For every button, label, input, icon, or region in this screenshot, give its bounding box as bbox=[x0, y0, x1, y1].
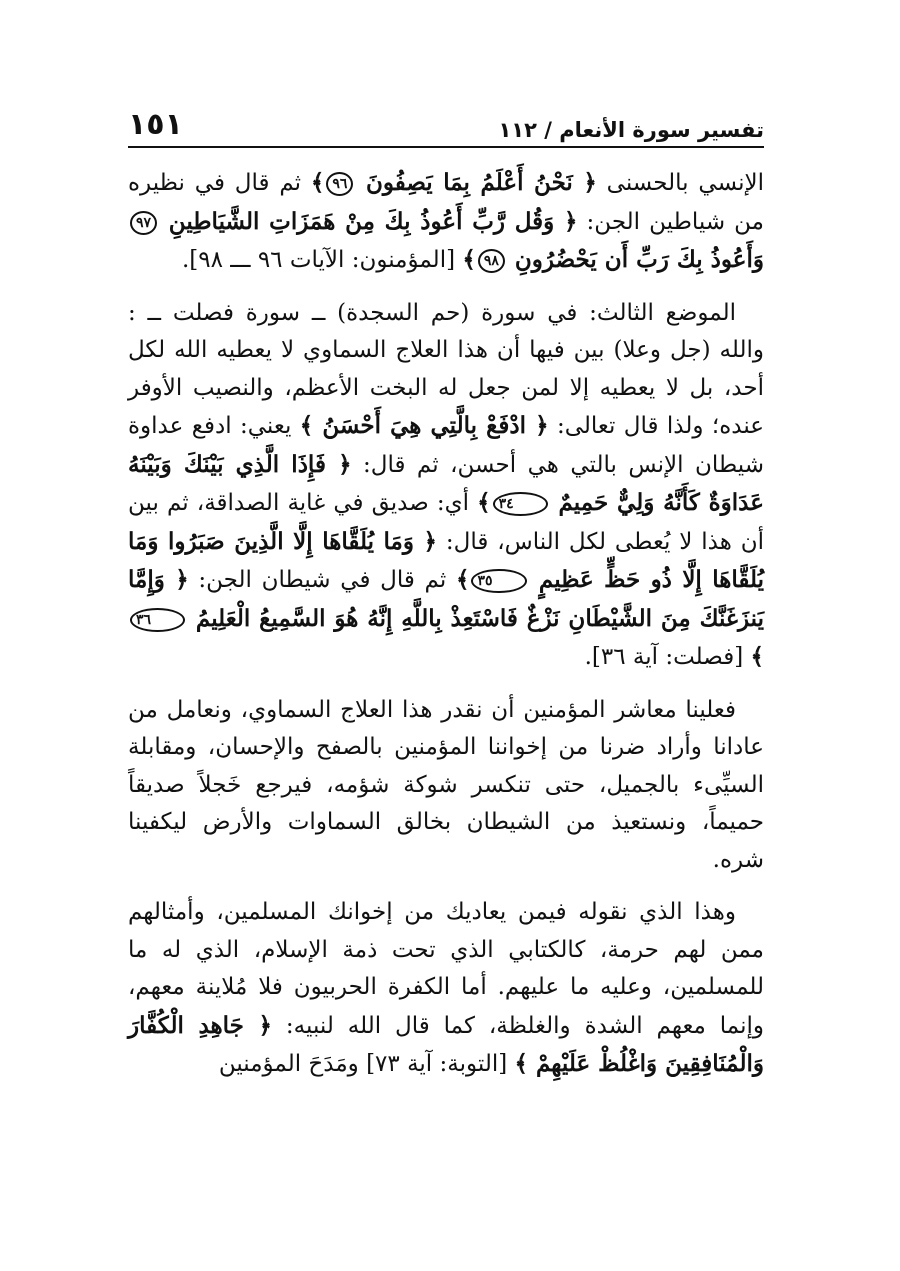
quran-bracket: ﴾ bbox=[310, 169, 325, 196]
quran-verse: ﴿ ادْفَعْ بِالَّتِي هِيَ أَحْسَنُ ﴾ bbox=[299, 412, 549, 439]
quran-verse: ﴿ نَحْنُ أَعْلَمُ بِمَا يَصِفُونَ bbox=[355, 169, 597, 196]
paragraph-3: فعلينا معاشر المؤمنين أن نقدر هذا العلاج السماوي، ونعامل من عادانا وأراد ضرنا من إخواننا المؤمنين بالصفح والإحسان، ومقابلة السيِّىء بالجميل، حتى تنكسر شوكة شؤمه، فيرجع خَجلاً صديقاً حميماً، ونستعيذ من الشيطان بخالق السماوات والأرض ليكفينا شره. bbox=[128, 696, 764, 873]
quran-verse: ﴿ جَاهِدِ الْكُفَّارَ وَالْمُنَافِقِينَ وَاغْلُظْ عَلَيْهِمْ ﴾ bbox=[128, 1011, 764, 1077]
citation: [المؤمنون: الآيات ٩٦ ـــ ٩٨]. bbox=[181, 247, 463, 273]
page-header bbox=[128, 100, 764, 148]
quran-verse: ﴿ وَمَا يُلَقَّاهَا إِلَّا الَّذِينَ صَبَرُوا وَمَا يُلَقَّاهَا إِلَّا ذُو حَظٍّ عَظِيمٍ bbox=[128, 527, 765, 593]
ayah-number-marker: ٣٥ bbox=[471, 569, 526, 593]
quran-bracket: ﴾ bbox=[462, 246, 476, 273]
paragraph-4 bbox=[128, 894, 764, 1084]
ayah-number-marker: ٣٦ bbox=[130, 608, 185, 632]
quran-bracket: ﴾ bbox=[455, 566, 470, 593]
paragraph-2 bbox=[128, 295, 764, 677]
text-run: ثم قال في نظيره من شياطين الجن: bbox=[128, 170, 764, 235]
ayah-number-marker: ٣٤ bbox=[493, 492, 548, 516]
paragraph-1 bbox=[128, 164, 764, 280]
citation: [فصلت: آية ٣٦]. bbox=[584, 644, 751, 670]
quran-verse: ﴿ وَإِمَّا يَنزَغَنَّكَ مِنَ الشَّيْطَانِ نَزْغٌ فَاسْتَعِذْ بِاللَّهِ إِنَّهُ هُوَ السَّمِيعُ الْعَلِيمُ bbox=[128, 566, 764, 632]
quran-verse: ﴿ وَقُل رَّبِّ أَعُوذُ بِكَ مِنْ هَمَزَاتِ الشَّيَاطِينِ bbox=[159, 207, 578, 235]
quran-verse: وَأَعُوذُ بِكَ رَبِّ أَن يَحْضُرُونِ bbox=[506, 246, 764, 273]
ayah-number-marker: ٩٨ bbox=[478, 249, 505, 273]
quran-bracket: ﴾ bbox=[750, 643, 764, 670]
running-title: تفسير سورة الأنعام / ١١٢ bbox=[498, 118, 764, 142]
ayah-number-marker: ٩٦ bbox=[326, 172, 353, 196]
quran-bracket: ﴾ bbox=[477, 489, 491, 516]
text-run: يعني: ادفع عداوة شيطان الإنس بالتي هي أحسن، ثم قال: bbox=[128, 413, 764, 478]
ayah-number-marker: ٩٧ bbox=[130, 211, 157, 235]
page-number: ١٥١ bbox=[128, 107, 183, 142]
text-run: الإنسي بالحسنى bbox=[596, 170, 764, 196]
citation: [التوبة: آية ٧٣] ومَدَحَ المؤمنين bbox=[218, 1051, 515, 1077]
text-run: وهذا الذي نقوله فيمن يعاديك من إخوانك المسلمين، وأمثالهم ممن لهم حرمة، كالكتابي الذي تحت ذمة الإسلام، الذي له ما للمسلمين، وعليه ما عليهم. أما الكفرة الحربيون فلا مُلاينة معهم، وإنما معهم الشدة والغلظة، كما قال الله لنبيه: bbox=[128, 899, 764, 1039]
quran-verse: ﴿ فَإِذَا الَّذِي بَيْنَكَ وَبَيْنَهُ عَدَاوَةٌ كَأَنَّهُ وَلِيٌّ حَمِيمٌ bbox=[128, 450, 764, 516]
text-run: أي: صديق في غاية الصداقة، ثم بين أن هذا لا يُعطى لكل الناس، قال: bbox=[128, 490, 765, 555]
text-run: الموضع الثالث: في سورة (حم السجدة) ــ سورة فصلت ــ : والله (جل وعلا) بين فيها أن هذا العلاج السماوي لا يعطيه الله لكل أحد، بل لا يعطيه إلا لمن جعل له البخت الأعظم، والنصيب الأوفر عنده؛ ولذا قال تعالى: bbox=[128, 299, 764, 439]
text-run: ثم قال في شيطان الجن: bbox=[188, 567, 456, 593]
book-page bbox=[128, 100, 764, 1099]
